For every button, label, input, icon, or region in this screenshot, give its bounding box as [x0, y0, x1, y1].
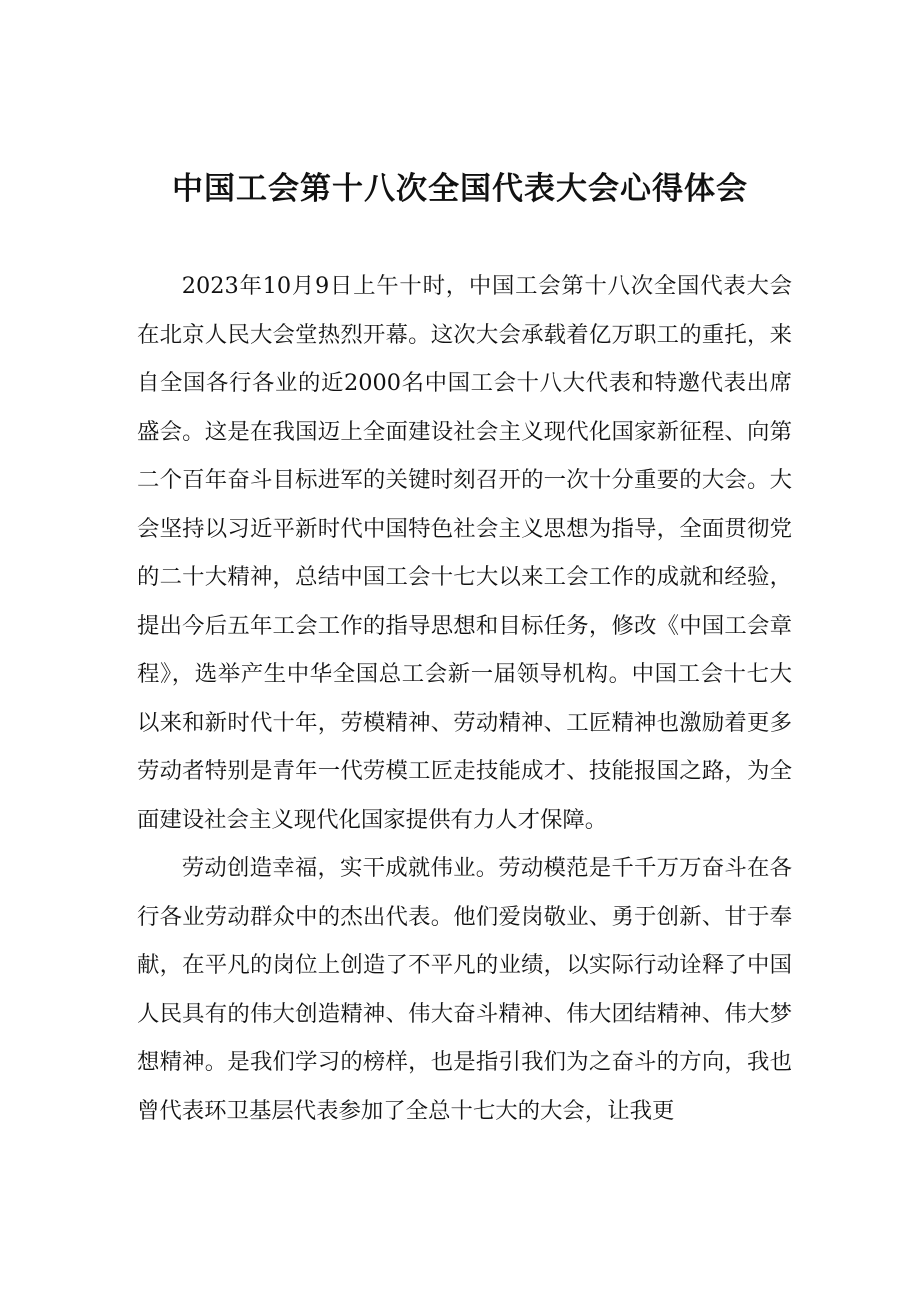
- document-title: 中国工会第十八次全国代表大会心得体会: [172, 171, 748, 207]
- paragraph-1: 2023年10月9日上午十时，中国工会第十八次全国代表大会在北京人民大会堂热烈开幕。这次大会承载着亿万职工的重托，来自全国各行各业的近2000名中国工会十八大代表和特邀代表出席盛会。这是在我国迈上全面建设社会主义现代化国家新征程、向第二个百年奋斗目标进军的关键时刻召开的一次十分重要的大会。大会坚持以习近平新时代中国特色社会主义思想为指导，全面贯彻党的二十大精神，总结中国工会十七大以来工会工作的成就和经验，提出今后五年工会工作的指导思想和目标任务，修改《中国工会章程》，选举产生中华全国总工会新一届领导机构。中国工会十七大以来和新时代十年，劳模精神、劳动精神、工匠精神也激励着更多劳动者特别是青年一代劳模工匠走技能成才、技能报国之路，为全面建设社会主义现代化国家提供有力人才保障。: [137, 273, 792, 833]
- document-body: [137, 262, 792, 1135]
- paragraph-2: 劳动创造幸福，实干成就伟业。劳动模范是千千万万奋斗在各行各业劳动群众中的杰出代表。他们爱岗敬业、勇于创新、甘于奉献，在平凡的岗位上创造了不平凡的业绩，以实际行动诠释了中国人民具有的伟大创造精神、伟大奋斗精神、伟大团结精神、伟大梦想精神。是我们学习的榜样，也是指引我们为之奋斗的方向，我也曾代表环卫基层代表参加了全总十七大的大会，让我更: [137, 855, 792, 1124]
